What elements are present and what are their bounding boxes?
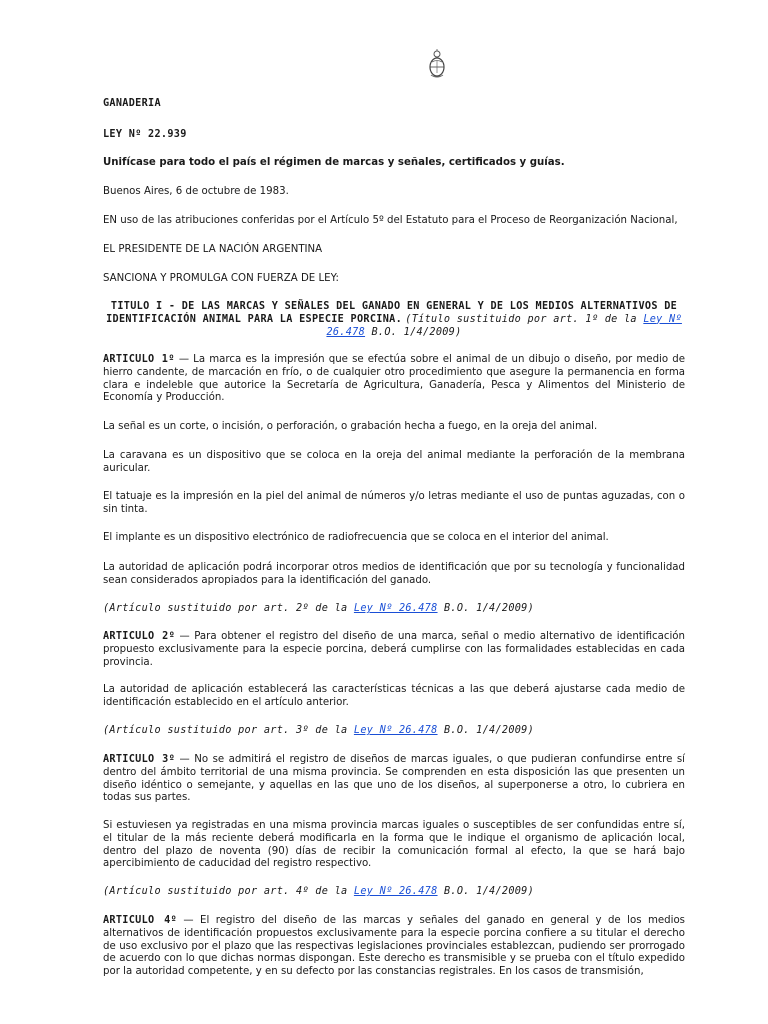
article-1-senal: La señal es un corte, o incisión, o perforación, o grabación hecha a fuego, en la oreja del animal. [103, 421, 598, 432]
titulo-heading: TITULO I - DE LAS MARCAS Y SEÑALES DEL GANADO EN GENERAL Y DE LOS MEDIOS ALTERNATIVOS DE IDENTIFICACIÓN ANIMAL PARA LA ESPECIE PORCINA. [106, 301, 678, 325]
attributions-text: EN uso de las atribuciones conferidas por el Artículo 5º del Estatuto para el Proceso de Reorganización Nacional, [103, 215, 678, 226]
article-2-note: (Artículo sustituido por art. 3º de la Ley Nº 26.478 B.O. 1/4/2009) [103, 725, 535, 736]
article-1-label: ARTICULO 1º [103, 354, 175, 365]
ley-26478-link[interactable]: Ley Nº 26.478 [326, 313, 682, 338]
article-1-tatuaje: El tatuaje es la impresión en la piel del animal de números y/o letras mediante el uso de puntas aguzadas, con o sin tinta. [103, 491, 685, 515]
article-1-caravana: La caravana es un dispositivo que se coloca en la oreja del animal mediante la perforación de la membrana auricular. [103, 450, 685, 474]
article-2-paragraph: ARTICULO 2º — Para obtener el registro del diseño de una marca, señal o medio alternativo de identificación propuesto exclusivamente para la especie porcina, deberá cumplirse con las formalidades establecidas en cada provincia. [103, 631, 685, 668]
ley-26478-link[interactable]: Ley Nº 26.478 [353, 886, 438, 897]
ley-26478-link[interactable]: Ley Nº 26.478 [353, 603, 438, 614]
law-number: LEY Nº 22.939 [103, 129, 187, 140]
ley-26478-link[interactable]: Ley Nº 26.478 [353, 725, 438, 736]
titulo-note: (Título sustituido por art. 1º de la Ley Nº 26.478 B.O. 1/4/2009) [326, 313, 682, 338]
article-4-label: ARTICULO 4º [103, 915, 177, 926]
president-line: EL PRESIDENTE DE LA NACIÓN ARGENTINA [103, 244, 323, 255]
article-3-registradas: Si estuviesen ya registradas en una misma provincia marcas iguales o susceptibles de ser confundidas entre sí, el titular de la más reciente deberá modificarla en la forma que le indique el organismo de aplicación local, dentro del plazo de noventa (90) días de recibir la comunicación formal al efecto, la que se hará bajo apercibimiento de caducidad del registro respectivo. [103, 820, 685, 870]
article-1-note: (Artículo sustituido por art. 2º de la Ley Nº 26.478 B.O. 1/4/2009) [103, 603, 535, 614]
sanciona-line: SANCIONA Y PROMULGA CON FUERZA DE LEY: [103, 273, 339, 284]
article-4-paragraph: ARTICULO 4º — El registro del diseño de las marcas y señales del ganado en general y de los medios alternativos de identificación propuestos exclusivamente para la especie porcina confiere a su titular el derecho de uso exclusivo por el plazo que las respectivas legislaciones provinciales establezcan, pudiendo ser prorrogado de acuerdo con lo que dichas normas dispongan. Este derecho es transmisible y se prueba con el título expedido por la autoridad competente, y en su defecto por las constancias registrales. En los casos de transmisión, [103, 915, 685, 978]
article-3-label: ARTICULO 3º [103, 754, 176, 765]
article-3-note: (Artículo sustituido por art. 4º de la Ley Nº 26.478 B.O. 1/4/2009) [103, 886, 535, 897]
article-1-implante: El implante es un dispositivo electrónico de radiofrecuencia que se coloca en el interior del animal. [103, 532, 609, 543]
article-1-otros-medios: La autoridad de aplicación podrá incorporar otros medios de identificación que por su tecnología y funcionalidad sean considerados apropiados para la identificación del ganado. [103, 562, 685, 586]
article-3-paragraph: ARTICULO 3º — No se admitirá el registro de diseños de marcas iguales, o que pudieran confundirse entre sí dentro del ámbito territorial de una misma provincia. Se comprenden en esta disposición las que presenten un diseño idéntico o semejante, y aquellas en las que uno de los diseños, al superponerse a otro, lo cubriera en todas sus partes. [103, 754, 685, 804]
article-2-label: ARTICULO 2º [103, 631, 176, 642]
section-heading: GANADERIA [103, 98, 161, 109]
place-date: Buenos Aires, 6 de octubre de 1983. [103, 186, 289, 197]
article-2-autoridad: La autoridad de aplicación establecerá las características técnicas a las que deberá ajustarse cada medio de identificación establecido en el artículo anterior. [103, 684, 685, 708]
law-summary: Unifícase para todo el país el régimen de marcas y señales, certificados y guías. [103, 157, 565, 168]
article-1-paragraph: ARTICULO 1º — La marca es la impresión que se efectúa sobre el animal de un dibujo o diseño, por medio de hierro candente, de marcación en frío, o de cualquier otro procedimiento que asegure la permanencia en forma clara e indeleble que autorice la Secretaría de Agricultura, Ganadería, Pesca y Alimentos del Ministerio de Economía y Producción. [103, 354, 685, 404]
titulo-block [103, 301, 685, 339]
coat-of-arms-emblem [427, 48, 447, 80]
